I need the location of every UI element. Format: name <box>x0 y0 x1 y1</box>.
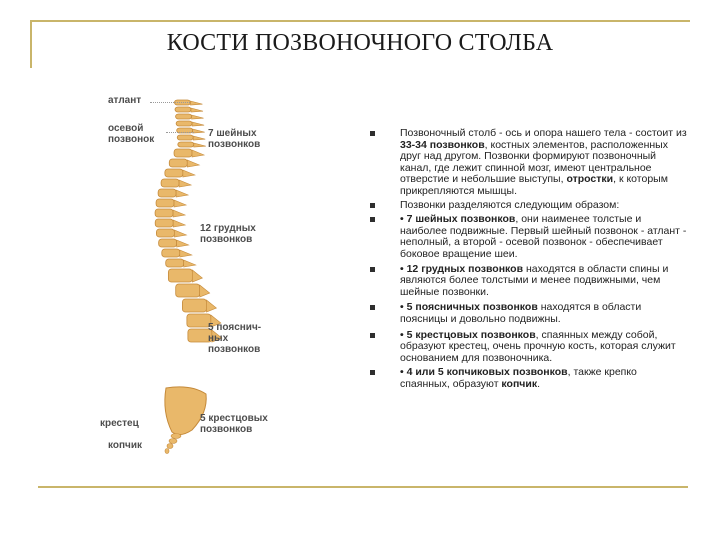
spinous-process <box>192 270 202 282</box>
description-list <box>370 128 688 390</box>
coccyx-segment <box>171 434 181 439</box>
list-item <box>370 200 688 212</box>
cervical-vertebra <box>176 121 192 126</box>
spinous-process <box>191 108 203 112</box>
label-lumbar: 5 пояснич- ных позвонков <box>208 322 262 355</box>
thoracic-vertebra <box>165 169 183 177</box>
list-item <box>370 264 688 299</box>
spinous-process <box>206 300 216 312</box>
bold-text: отростки <box>566 173 614 186</box>
thoracic-vertebra <box>169 159 187 167</box>
label-axis: осевой позвонок <box>108 123 155 145</box>
thoracic-vertebra <box>158 189 176 197</box>
text-run: , они наименее толстые и наиболее подвижные. Первый шейный позвонок - атлант - неполный, а второй - осевой позвонок - обеспечивает боковое вращение шеи. <box>400 213 687 260</box>
spinous-process <box>174 230 186 237</box>
coccyx-segment <box>167 444 173 449</box>
bold-text: • 12 грудных позвонков <box>400 262 524 275</box>
bold-text: копчик <box>501 377 538 390</box>
text-run: , к которым прикрепляются мышцы. <box>400 173 668 197</box>
text-run: Позвонки разделяются следующим образом: <box>400 198 620 211</box>
bold-text: • 5 крестцовых позвонков <box>400 328 536 341</box>
spinous-process <box>180 250 192 257</box>
list-item <box>370 302 688 325</box>
spinous-process <box>200 285 210 297</box>
text-run: , костных элементов, расположенных друг над другом. Позвонки формируют позвоночный канал, где лежит спинной мозг, имеют центральное отверстие и небольшие выступы, <box>400 138 668 186</box>
label-atlas: атлант <box>108 95 142 106</box>
spinous-process <box>192 115 204 119</box>
spinous-process <box>184 260 196 267</box>
bold-text: • 4 или 5 копчиковых позвонков <box>400 366 568 379</box>
label-sacrum: крестец <box>100 418 139 429</box>
list-item <box>370 330 688 365</box>
thoracic-vertebra <box>161 179 179 187</box>
label-cervical: 7 шейных позвонков <box>208 128 261 150</box>
text-run: , спаянных между собой, образуют крестец, очень прочную кость, которая служит основанием для позвоночника. <box>400 328 676 364</box>
thoracic-vertebra <box>159 239 177 247</box>
spinous-process <box>179 180 191 187</box>
cervical-vertebra <box>178 142 194 147</box>
thoracic-vertebra <box>155 219 173 227</box>
lumbar-vertebra <box>168 269 192 282</box>
thoracic-vertebra <box>156 229 174 237</box>
bullet-square-icon <box>370 131 375 136</box>
lumbar-vertebra <box>182 299 206 312</box>
bullet-square-icon <box>370 267 375 272</box>
thoracic-vertebra <box>174 149 192 157</box>
lumbar-vertebra <box>176 284 200 297</box>
list-item <box>370 367 688 390</box>
spinous-process <box>183 170 195 177</box>
bullet-square-icon <box>370 333 375 338</box>
text-run: находятся в области спины и являются более толстыми и менее подвижными, чем шейные позвонки. <box>400 262 669 298</box>
spinous-process <box>176 190 188 197</box>
thoracic-vertebra <box>156 199 174 207</box>
bullet-square-icon <box>370 370 375 375</box>
frame-top-line <box>30 20 690 22</box>
thoracic-vertebra <box>155 209 173 217</box>
page-title: КОСТИ ПОЗВОНОЧНОГО СТОЛБА <box>166 30 554 56</box>
leader-axis <box>166 132 194 133</box>
list-item <box>370 128 688 198</box>
coccyx-segment <box>169 439 177 444</box>
leader-atlas <box>150 102 190 103</box>
cervical-vertebra <box>175 107 191 112</box>
bullet-square-icon <box>370 217 375 222</box>
spinous-process <box>173 210 185 217</box>
spinous-process <box>192 150 204 157</box>
bullet-square-icon <box>370 305 375 310</box>
thoracic-vertebra <box>166 259 184 267</box>
thoracic-vertebra <box>162 249 180 257</box>
text-run: Позвоночный столб - ось и опора нашего тела - состоит из <box>400 127 687 139</box>
frame-bottom-line <box>38 486 688 488</box>
spinous-process <box>187 160 199 167</box>
cervical-vertebra <box>177 135 193 140</box>
label-thoracic: 12 грудных позвонков <box>200 223 256 245</box>
label-coccyx: копчик <box>108 440 142 451</box>
spinous-process <box>192 122 204 126</box>
spinous-process <box>177 240 189 247</box>
spine-figure <box>96 88 296 458</box>
bold-text: 33-34 позвонков <box>400 138 485 151</box>
list-item <box>370 214 688 260</box>
coccyx-segment <box>165 449 169 454</box>
cervical-vertebra <box>176 114 192 119</box>
text-run: . <box>537 377 541 390</box>
spinous-process <box>190 101 202 105</box>
spinous-process <box>194 143 206 147</box>
spinous-process <box>193 136 205 140</box>
spinous-process <box>173 220 185 227</box>
bullet-square-icon <box>370 203 375 208</box>
text-run: , также крепко спаянных, образуют <box>400 366 637 390</box>
spinous-process <box>193 129 205 133</box>
label-sacral: 5 крестцовых позвонков <box>200 413 268 435</box>
text-run: находятся в области поясницы и довольно подвижны. <box>400 301 642 325</box>
bold-text: • 7 шейных позвонков <box>400 213 516 226</box>
bold-text: • 5 поясничных позвонков <box>400 301 538 314</box>
spinous-process <box>174 200 186 207</box>
